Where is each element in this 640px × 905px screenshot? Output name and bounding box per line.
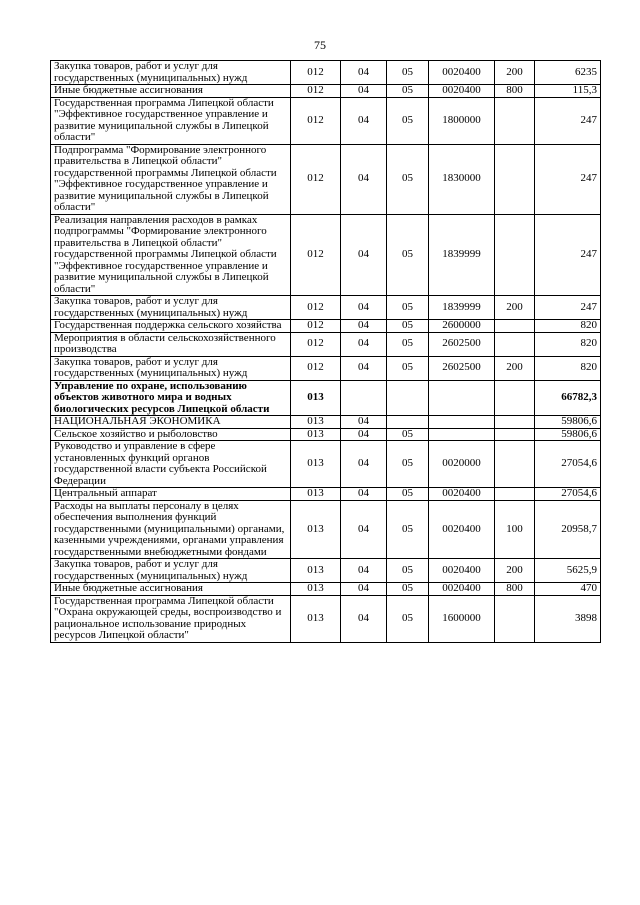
table-row bbox=[51, 356, 601, 380]
department-code-cell: 012 bbox=[291, 97, 341, 144]
subsection-code-cell bbox=[387, 380, 429, 416]
target-article-code-cell bbox=[429, 380, 495, 416]
subsection-code-cell: 05 bbox=[387, 214, 429, 296]
amount-cell: 20958,7 bbox=[535, 500, 601, 559]
expense-type-code-cell bbox=[495, 332, 535, 356]
target-article-code-cell bbox=[429, 428, 495, 441]
department-code-cell: 012 bbox=[291, 61, 341, 85]
table-row bbox=[51, 380, 601, 416]
section-code-cell: 04 bbox=[341, 441, 387, 488]
table-row bbox=[51, 559, 601, 583]
page-number: 75 bbox=[314, 38, 326, 52]
department-code-cell: 012 bbox=[291, 144, 341, 214]
expense-type-code-cell bbox=[495, 595, 535, 642]
item-name-cell: Государственная программа Липецкой области "Охрана окружающей среды, воспроизводство и рациональное использование природных ресурсов Липецкой области" bbox=[51, 595, 291, 642]
item-name-cell: Управление по охране, использованию объектов животного мира и водных биологических ресурсов Липецкой области bbox=[51, 380, 291, 416]
table-row bbox=[51, 500, 601, 559]
section-code-cell: 04 bbox=[341, 144, 387, 214]
expense-type-code-cell bbox=[495, 214, 535, 296]
expense-type-code-cell bbox=[495, 144, 535, 214]
expense-type-code-cell bbox=[495, 380, 535, 416]
table-row bbox=[51, 144, 601, 214]
item-name-cell: Иные бюджетные ассигнования bbox=[51, 85, 291, 98]
section-code-cell: 04 bbox=[341, 595, 387, 642]
expense-type-code-cell bbox=[495, 97, 535, 144]
department-code-cell: 013 bbox=[291, 416, 341, 429]
target-article-code-cell bbox=[429, 416, 495, 429]
department-code-cell: 012 bbox=[291, 332, 341, 356]
department-code-cell: 012 bbox=[291, 296, 341, 320]
item-name-cell: Закупка товаров, работ и услуг для государственных (муниципальных) нужд bbox=[51, 559, 291, 583]
section-code-cell: 04 bbox=[341, 296, 387, 320]
subsection-code-cell: 05 bbox=[387, 356, 429, 380]
section-code-cell: 04 bbox=[341, 500, 387, 559]
target-article-code-cell: 0020400 bbox=[429, 85, 495, 98]
item-name-cell: НАЦИОНАЛЬНАЯ ЭКОНОМИКА bbox=[51, 416, 291, 429]
target-article-code-cell: 1839999 bbox=[429, 296, 495, 320]
target-article-code-cell: 0020400 bbox=[429, 500, 495, 559]
table-row bbox=[51, 320, 601, 333]
target-article-code-cell: 0020400 bbox=[429, 488, 495, 501]
subsection-code-cell: 05 bbox=[387, 61, 429, 85]
amount-cell: 247 bbox=[535, 296, 601, 320]
target-article-code-cell: 2602500 bbox=[429, 356, 495, 380]
department-code-cell: 013 bbox=[291, 380, 341, 416]
amount-cell: 247 bbox=[535, 97, 601, 144]
expense-type-code-cell: 100 bbox=[495, 500, 535, 559]
section-code-cell: 04 bbox=[341, 97, 387, 144]
item-name-cell: Государственная программа Липецкой области "Эффективное государственное управление и развитие муниципальной службы в Липецкой области" bbox=[51, 97, 291, 144]
table-row bbox=[51, 583, 601, 596]
amount-cell: 59806,6 bbox=[535, 416, 601, 429]
table-row bbox=[51, 416, 601, 429]
subsection-code-cell: 05 bbox=[387, 441, 429, 488]
amount-cell: 3898 bbox=[535, 595, 601, 642]
expense-type-code-cell bbox=[495, 428, 535, 441]
department-code-cell: 012 bbox=[291, 356, 341, 380]
table-row bbox=[51, 214, 601, 296]
section-code-cell: 04 bbox=[341, 488, 387, 501]
amount-cell: 820 bbox=[535, 356, 601, 380]
target-article-code-cell: 1600000 bbox=[429, 595, 495, 642]
item-name-cell: Подпрограмма "Формирование электронного правительства в Липецкой области" государственной программы Липецкой области "Эффективное государственное управление и развитие муниципальной службы в Липецкой области" bbox=[51, 144, 291, 214]
department-code-cell: 013 bbox=[291, 595, 341, 642]
table-row bbox=[51, 61, 601, 85]
amount-cell: 820 bbox=[535, 320, 601, 333]
subsection-code-cell: 05 bbox=[387, 428, 429, 441]
budget-table-body bbox=[51, 61, 601, 643]
subsection-code-cell: 05 bbox=[387, 332, 429, 356]
item-name-cell: Закупка товаров, работ и услуг для государственных (муниципальных) нужд bbox=[51, 296, 291, 320]
subsection-code-cell: 05 bbox=[387, 488, 429, 501]
subsection-code-cell: 05 bbox=[387, 85, 429, 98]
table-row bbox=[51, 441, 601, 488]
amount-cell: 470 bbox=[535, 583, 601, 596]
table-row bbox=[51, 488, 601, 501]
target-article-code-cell: 0020400 bbox=[429, 61, 495, 85]
subsection-code-cell: 05 bbox=[387, 595, 429, 642]
table-row bbox=[51, 97, 601, 144]
amount-cell: 27054,6 bbox=[535, 441, 601, 488]
item-name-cell: Мероприятия в области сельскохозяйственного производства bbox=[51, 332, 291, 356]
item-name-cell: Государственная поддержка сельского хозяйства bbox=[51, 320, 291, 333]
section-code-cell: 04 bbox=[341, 583, 387, 596]
amount-cell: 6235 bbox=[535, 61, 601, 85]
section-code-cell: 04 bbox=[341, 320, 387, 333]
department-code-cell: 013 bbox=[291, 500, 341, 559]
department-code-cell: 013 bbox=[291, 441, 341, 488]
amount-cell: 247 bbox=[535, 214, 601, 296]
target-article-code-cell: 2600000 bbox=[429, 320, 495, 333]
amount-cell: 115,3 bbox=[535, 85, 601, 98]
section-code-cell: 04 bbox=[341, 332, 387, 356]
department-code-cell: 013 bbox=[291, 559, 341, 583]
department-code-cell: 013 bbox=[291, 488, 341, 501]
section-code-cell: 04 bbox=[341, 356, 387, 380]
expense-type-code-cell: 200 bbox=[495, 559, 535, 583]
section-code-cell: 04 bbox=[341, 61, 387, 85]
department-code-cell: 013 bbox=[291, 428, 341, 441]
table-row bbox=[51, 296, 601, 320]
table-row bbox=[51, 428, 601, 441]
expense-type-code-cell bbox=[495, 441, 535, 488]
target-article-code-cell: 0020400 bbox=[429, 559, 495, 583]
subsection-code-cell: 05 bbox=[387, 320, 429, 333]
subsection-code-cell: 05 bbox=[387, 144, 429, 214]
amount-cell: 66782,3 bbox=[535, 380, 601, 416]
amount-cell: 247 bbox=[535, 144, 601, 214]
expense-type-code-cell bbox=[495, 320, 535, 333]
expense-type-code-cell: 800 bbox=[495, 85, 535, 98]
section-code-cell: 04 bbox=[341, 428, 387, 441]
item-name-cell: Расходы на выплаты персоналу в целях обеспечения выполнения функций государственными (муниципальными) органами, казенными учреждениями, органами управления государственными внебюджетными фондами bbox=[51, 500, 291, 559]
item-name-cell: Руководство и управление в сфере установленных функций органов государственной власти субъекта Российской Федерации bbox=[51, 441, 291, 488]
target-article-code-cell: 0020000 bbox=[429, 441, 495, 488]
table-row bbox=[51, 85, 601, 98]
section-code-cell: 04 bbox=[341, 416, 387, 429]
section-code-cell bbox=[341, 380, 387, 416]
item-name-cell: Сельское хозяйство и рыболовство bbox=[51, 428, 291, 441]
target-article-code-cell: 0020400 bbox=[429, 583, 495, 596]
amount-cell: 820 bbox=[535, 332, 601, 356]
subsection-code-cell: 05 bbox=[387, 500, 429, 559]
expense-type-code-cell: 800 bbox=[495, 583, 535, 596]
expense-type-code-cell bbox=[495, 488, 535, 501]
amount-cell: 5625,9 bbox=[535, 559, 601, 583]
target-article-code-cell: 1800000 bbox=[429, 97, 495, 144]
expense-type-code-cell bbox=[495, 416, 535, 429]
department-code-cell: 012 bbox=[291, 320, 341, 333]
item-name-cell: Центральный аппарат bbox=[51, 488, 291, 501]
section-code-cell: 04 bbox=[341, 214, 387, 296]
subsection-code-cell: 05 bbox=[387, 97, 429, 144]
table-row bbox=[51, 595, 601, 642]
item-name-cell: Закупка товаров, работ и услуг для государственных (муниципальных) нужд bbox=[51, 356, 291, 380]
amount-cell: 27054,6 bbox=[535, 488, 601, 501]
item-name-cell: Закупка товаров, работ и услуг для государственных (муниципальных) нужд bbox=[51, 61, 291, 85]
department-code-cell: 013 bbox=[291, 583, 341, 596]
subsection-code-cell: 05 bbox=[387, 583, 429, 596]
budget-table bbox=[50, 60, 601, 643]
expense-type-code-cell: 200 bbox=[495, 296, 535, 320]
subsection-code-cell bbox=[387, 416, 429, 429]
amount-cell: 59806,6 bbox=[535, 428, 601, 441]
subsection-code-cell: 05 bbox=[387, 296, 429, 320]
item-name-cell: Реализация направления расходов в рамках подпрограммы "Формирование электронного правительства в Липецкой области" государственной программы Липецкой области "Эффективное государственное управление и развитие муниципальной службы в Липецкой области" bbox=[51, 214, 291, 296]
target-article-code-cell: 1830000 bbox=[429, 144, 495, 214]
section-code-cell: 04 bbox=[341, 85, 387, 98]
section-code-cell: 04 bbox=[341, 559, 387, 583]
department-code-cell: 012 bbox=[291, 85, 341, 98]
subsection-code-cell: 05 bbox=[387, 559, 429, 583]
expense-type-code-cell: 200 bbox=[495, 356, 535, 380]
table-row bbox=[51, 332, 601, 356]
target-article-code-cell: 1839999 bbox=[429, 214, 495, 296]
target-article-code-cell: 2602500 bbox=[429, 332, 495, 356]
expense-type-code-cell: 200 bbox=[495, 61, 535, 85]
department-code-cell: 012 bbox=[291, 214, 341, 296]
item-name-cell: Иные бюджетные ассигнования bbox=[51, 583, 291, 596]
